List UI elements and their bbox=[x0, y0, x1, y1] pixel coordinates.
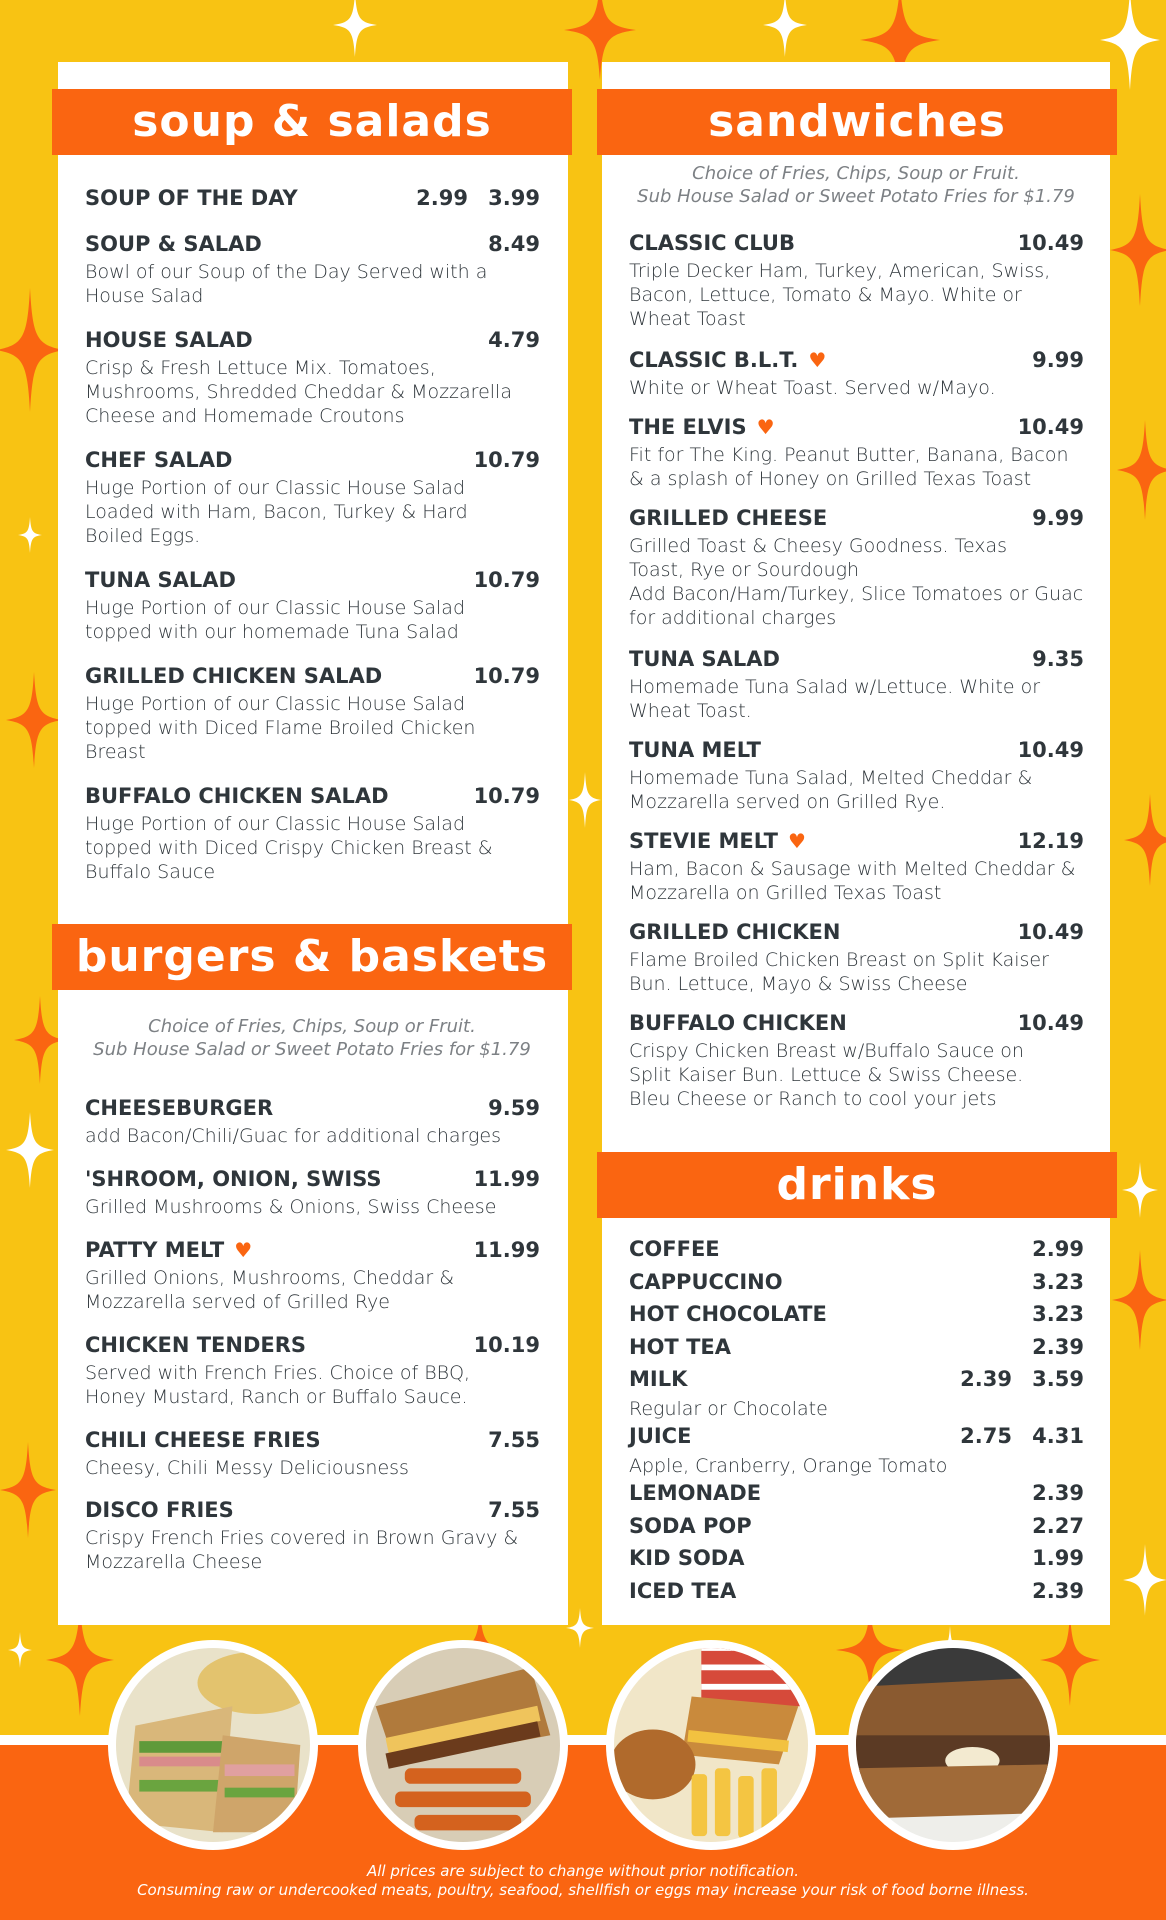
item-name: CLASSIC CLUB bbox=[629, 231, 795, 255]
drink-row bbox=[629, 1270, 1084, 1303]
item-description: Crisp & Fresh Lettuce Mix. Tomatoes, Mushrooms, Shredded Cheddar & Mozzarella Cheese and Homemade Croutons bbox=[85, 357, 512, 427]
menu-item-patty-melt bbox=[85, 1238, 540, 1314]
note-line: Sub House Salad or Sweet Potato Fries for $1.79 bbox=[93, 1039, 531, 1060]
item-name: HOUSE SALAD bbox=[85, 328, 253, 352]
item-description: Regular or Chocolate bbox=[629, 1398, 828, 1420]
menu-item-buffalo-chicken-salad bbox=[85, 784, 540, 884]
item-description: Bowl of our Soup of the Day Served with a House Salad bbox=[85, 261, 488, 307]
item-name: MILK bbox=[629, 1367, 688, 1391]
item-price-small: 2.75 bbox=[960, 1424, 1012, 1448]
item-price: 3.23 bbox=[1032, 1302, 1084, 1326]
heart-icon: ♥ bbox=[234, 1238, 253, 1262]
item-price: 2.39 bbox=[1032, 1578, 1084, 1603]
note-line: Choice of Fries, Chips, Soup or Fruit. bbox=[148, 1016, 476, 1037]
item-price: 10.49 bbox=[1017, 1011, 1084, 1035]
menu-item-house-salad bbox=[85, 328, 540, 428]
item-description: Homemade Tuna Salad w/Lettuce. White or Wheat Toast. bbox=[629, 676, 1041, 722]
item-description: Grilled Onions, Mushrooms, Cheddar & Mozzarella served of Grilled Rye bbox=[85, 1267, 455, 1313]
item-price: 7.55 bbox=[488, 1498, 540, 1522]
club-sandwich-photo bbox=[108, 1640, 318, 1850]
item-name: THE ELVIS bbox=[629, 415, 747, 439]
item-description: Apple, Cranberry, Orange Tomato bbox=[629, 1455, 948, 1477]
item-name: TUNA SALAD bbox=[629, 647, 780, 671]
item-price: 2.99 bbox=[1032, 1237, 1084, 1261]
item-name: GRILLED CHICKEN bbox=[629, 920, 841, 944]
item-price-small: 2.99 bbox=[416, 186, 468, 210]
item-description: Huge Portion of our Classic House Salad topped with Diced Crispy Chicken Breast & Buffalo Sauce bbox=[85, 813, 493, 883]
item-price: 10.79 bbox=[473, 448, 540, 472]
item-name: CLASSIC B.L.T. bbox=[629, 348, 799, 372]
item-name: GRILLED CHEESE bbox=[629, 506, 828, 530]
drinks-list bbox=[629, 1237, 1084, 1611]
patty-melt-photo bbox=[358, 1640, 568, 1850]
sandwich-photo bbox=[848, 1640, 1058, 1850]
item-price: 11.99 bbox=[473, 1238, 540, 1262]
menu-item-tuna-melt bbox=[629, 738, 1084, 814]
item-description: Homemade Tuna Salad, Melted Cheddar & Mozzarella served on Grilled Rye. bbox=[629, 767, 1033, 813]
soup-salads-heading: soup & salads bbox=[52, 89, 572, 155]
item-name: SODA POP bbox=[629, 1513, 752, 1538]
item-price: 10.79 bbox=[473, 664, 540, 688]
item-price: 3.23 bbox=[1032, 1269, 1084, 1294]
sandwiches-sides-note bbox=[620, 162, 1092, 208]
menu-item-grilled-chicken-salad bbox=[85, 664, 540, 764]
drink-row bbox=[629, 1302, 1084, 1335]
heart-icon: ♥ bbox=[756, 415, 775, 439]
heart-icon: ♥ bbox=[808, 348, 827, 372]
menu-item-classic-blt bbox=[629, 348, 1084, 400]
drink-row bbox=[629, 1579, 1084, 1612]
item-price: 1.99 bbox=[1032, 1546, 1084, 1570]
item-price: 9.59 bbox=[488, 1096, 540, 1120]
item-price: 2.39 bbox=[1032, 1334, 1084, 1359]
heart-icon: ♥ bbox=[788, 829, 806, 853]
menu-item-chili-cheese-fries bbox=[85, 1428, 540, 1480]
menu-item-grilled-chicken bbox=[629, 920, 1084, 996]
item-name: KID SODA bbox=[629, 1546, 745, 1570]
item-description: Grilled Mushrooms & Onions, Swiss Cheese bbox=[85, 1196, 497, 1218]
note-line: Sub House Salad or Sweet Potato Fries for $1.79 bbox=[637, 186, 1075, 207]
menu-item-cheeseburger bbox=[85, 1096, 540, 1148]
patty-melt-illustration bbox=[366, 1648, 560, 1842]
item-price: 10.49 bbox=[1017, 920, 1084, 944]
item-price: 2.39 bbox=[1032, 1481, 1084, 1505]
item-description: Cheesy, Chili Messy Deliciousness bbox=[85, 1457, 409, 1479]
item-name: BUFFALO CHICKEN bbox=[629, 1011, 847, 1035]
item-description: White or Wheat Toast. Served w/Mayo. bbox=[629, 377, 996, 399]
item-price: 4.79 bbox=[488, 328, 540, 352]
menu-item-classic-club bbox=[629, 231, 1084, 331]
item-name: ICED TEA bbox=[629, 1578, 737, 1603]
item-price: 10.79 bbox=[473, 784, 540, 808]
item-description: Huge Portion of our Classic House Salad Loaded with Ham, Bacon, Turkey & Hard Boiled Eggs. bbox=[85, 477, 468, 547]
item-price: 10.49 bbox=[1017, 231, 1084, 255]
item-price: 8.49 bbox=[488, 232, 540, 256]
menu-item-the-elvis bbox=[629, 415, 1084, 491]
item-price-small: 2.39 bbox=[960, 1367, 1012, 1391]
drink-row bbox=[629, 1481, 1084, 1514]
menu-item-tuna-salad-sandwich bbox=[629, 647, 1084, 723]
menu-item-buffalo-chicken bbox=[629, 1011, 1084, 1111]
menu-item-chicken-tenders bbox=[85, 1333, 540, 1409]
price-change-notice: All prices are subject to change without prior notification. bbox=[366, 1862, 800, 1880]
drink-row bbox=[629, 1335, 1084, 1368]
item-price: 10.49 bbox=[1017, 738, 1084, 762]
item-description: Served with French Fries. Choice of BBQ, Honey Mustard, Ranch or Buffalo Sauce. bbox=[85, 1362, 471, 1408]
item-price: 9.99 bbox=[1032, 348, 1084, 372]
item-description: Crispy French Fries covered in Brown Gravy & Mozzarella Cheese bbox=[85, 1527, 519, 1573]
item-name: LEMONADE bbox=[629, 1481, 762, 1505]
item-name: DISCO FRIES bbox=[85, 1498, 234, 1522]
menu-item-disco-fries bbox=[85, 1498, 540, 1574]
item-name: JUICE bbox=[629, 1424, 692, 1448]
drinks-heading: drinks bbox=[597, 1152, 1117, 1218]
item-name: CHICKEN TENDERS bbox=[85, 1333, 307, 1357]
menu-item-shroom-onion-swiss bbox=[85, 1167, 540, 1219]
item-name: CHEF SALAD bbox=[85, 448, 233, 472]
item-name: CHILI CHEESE FRIES bbox=[85, 1428, 321, 1452]
item-name: COFFEE bbox=[629, 1237, 720, 1261]
menu-item-tuna-salad bbox=[85, 568, 540, 644]
drink-row bbox=[629, 1424, 1084, 1454]
item-name: STEVIE MELT bbox=[629, 829, 778, 853]
item-name: TUNA MELT bbox=[629, 738, 761, 762]
item-name: CAPPUCCINO bbox=[629, 1269, 783, 1294]
item-description: Huge Portion of our Classic House Salad topped with Diced Flame Broiled Chicken Breast bbox=[85, 693, 476, 763]
item-price: 7.55 bbox=[488, 1428, 540, 1452]
drink-row bbox=[629, 1237, 1084, 1270]
burgers-sides-note bbox=[76, 1015, 548, 1061]
menu-item-grilled-cheese bbox=[629, 506, 1084, 630]
drink-row bbox=[629, 1367, 1084, 1397]
item-price: 10.19 bbox=[473, 1333, 540, 1357]
menu-item-soup-salad bbox=[85, 232, 540, 308]
item-name: TUNA SALAD bbox=[85, 568, 236, 592]
item-price: 9.99 bbox=[1032, 506, 1084, 530]
item-description: Flame Broiled Chicken Breast on Split Kaiser Bun. Lettuce, Mayo & Swiss Cheese bbox=[629, 949, 1049, 995]
burgers-baskets-heading: burgers & baskets bbox=[52, 924, 572, 990]
menu-item-stevie-melt bbox=[629, 829, 1084, 905]
item-name: 'SHROOM, ONION, SWISS bbox=[85, 1167, 382, 1191]
club-sandwich-illustration bbox=[116, 1648, 310, 1842]
food-safety-notice: Consuming raw or undercooked meats, poultry, seafood, shellfish or eggs may increase your risk of food borne illness. bbox=[137, 1881, 1029, 1899]
footer-disclaimer bbox=[0, 1862, 1166, 1900]
item-price: 4.31 bbox=[1032, 1424, 1084, 1448]
item-description: Grilled Toast & Cheesy Goodness. Texas Toast, Rye or Sourdough bbox=[629, 535, 1008, 581]
item-price: 11.99 bbox=[473, 1167, 540, 1191]
item-description: Ham, Bacon & Sausage with Melted Cheddar & Mozzarella on Grilled Texas Toast bbox=[629, 858, 1076, 904]
item-description: Fit for The King. Peanut Butter, Banana, Bacon & a splash of Honey on Grilled Texas Toast bbox=[629, 444, 1069, 490]
drink-row bbox=[629, 1514, 1084, 1547]
drink-row bbox=[629, 1546, 1084, 1579]
item-description: Huge Portion of our Classic House Salad topped with our homemade Tuna Salad bbox=[85, 597, 465, 643]
item-name: PATTY MELT bbox=[85, 1238, 225, 1262]
item-price: 3.99 bbox=[488, 186, 540, 210]
item-price: 2.27 bbox=[1032, 1513, 1084, 1538]
item-description-addon: Add Bacon/Ham/Turkey, Slice Tomatoes or Guac for additional charges bbox=[629, 583, 1084, 629]
item-name: BUFFALO CHICKEN SALAD bbox=[85, 784, 389, 808]
item-price: 9.35 bbox=[1032, 647, 1084, 671]
item-name: SOUP OF THE DAY bbox=[85, 186, 298, 210]
item-name: HOT TEA bbox=[629, 1334, 731, 1359]
sandwich-illustration bbox=[856, 1648, 1050, 1842]
item-price: 10.79 bbox=[473, 568, 540, 592]
note-line: Choice of Fries, Chips, Soup or Fruit. bbox=[692, 163, 1020, 184]
menu-item-chef-salad bbox=[85, 448, 540, 548]
menu-item-soup-of-the-day bbox=[85, 186, 540, 214]
item-price: 3.59 bbox=[1032, 1367, 1084, 1391]
sandwiches-heading: sandwiches bbox=[597, 89, 1117, 155]
item-name: CHEESEBURGER bbox=[85, 1096, 274, 1120]
item-name: GRILLED CHICKEN SALAD bbox=[85, 664, 383, 688]
item-description: Crispy Chicken Breast w/Buffalo Sauce on Split Kaiser Bun. Lettuce & Swiss Cheese. Bleu Cheese or Ranch to cool your jets bbox=[629, 1040, 1024, 1110]
item-description: add Bacon/Chili/Guac for additional charges bbox=[85, 1125, 502, 1147]
item-name: HOT CHOCOLATE bbox=[629, 1302, 827, 1326]
grilled-cheese-photo bbox=[606, 1640, 816, 1850]
item-price: 12.19 bbox=[1017, 829, 1084, 853]
item-name: SOUP & SALAD bbox=[85, 232, 262, 256]
item-description: Triple Decker Ham, Turkey, American, Swiss, Bacon, Lettuce, Tomato & Mayo. White or Wheat Toast bbox=[629, 260, 1051, 330]
item-price: 10.49 bbox=[1017, 415, 1084, 439]
grilled-cheese-illustration bbox=[614, 1648, 808, 1842]
